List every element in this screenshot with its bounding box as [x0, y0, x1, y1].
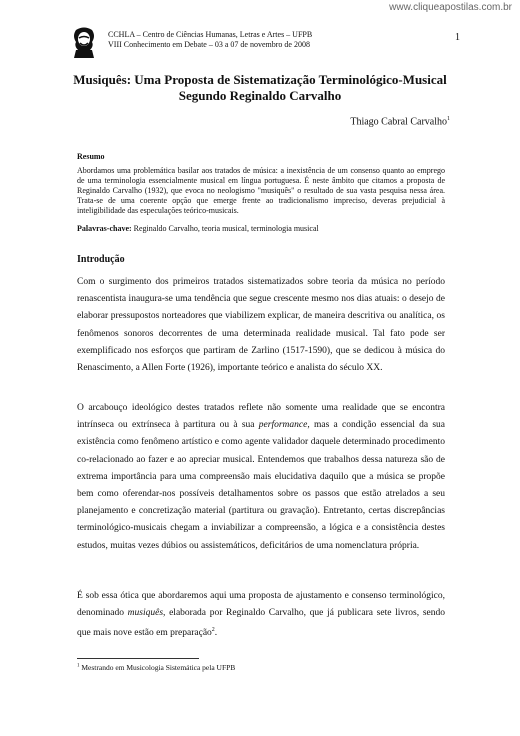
keywords-text: Reginaldo Carvalho, teoria musical, terminologia musical	[131, 224, 319, 233]
watermark: www.cliqueapostilas.com.br	[389, 2, 512, 13]
portrait-logo-icon	[70, 26, 98, 58]
paragraph-2-part-b: , mas a condição essencial da sua existência como fenômeno artístico e como agente validador daquele determinado procedimento co-relacionado ao fazer e ao apreciar musical. Entendemos que trabalhos dessa natureza são de extrema importância para uma compreensão mais elucidativa daquilo que a música se propõe bem como oferendar-nos possíveis detalhamentos sobre os passos que estão atrelados a seu planejamento e concretização material (partitura ou gravação). Entretanto, certas discrepâncias terminológico-musicais chegam a inviabilizar a compreensão, a lógica e a consistência destes estudos, muitas vezes dúbios ou assistemáticos, deficitários de uma nomenclatura própria.	[77, 420, 445, 551]
paragraph-3-part-b: , elaborada por Reginaldo Carvalho, que já publicara sete livros, sendo que mais nove estão em preparação	[77, 608, 445, 639]
author-name: Thiago Cabral Carvalho	[350, 116, 447, 128]
keywords-label: Palavras-chave:	[77, 224, 132, 233]
header-text	[108, 30, 312, 50]
paragraph-2-italic: performance	[258, 420, 308, 431]
footnote-mark: 1	[77, 663, 80, 669]
footnote	[77, 663, 235, 672]
keywords	[77, 224, 445, 233]
resumo-text: Abordamos uma problemática basilar aos tratados de música: a inexistência de um consenso quanto ao emprego de uma terminologia essencialmente musical em língua portuguesa. É neste âmbito que citamos a proposta de Reginaldo Carvalho (1932), que evoca no neologismo "musiquês" o resultado de sua vasta pesquisa nessa área. Trata-se de uma coerente opção que emerge frente ao tradicionalismo impreciso, deveras prejudicial à inteligibilidade das especulações teórico-musicais.	[77, 166, 445, 215]
section-heading-introducao: Introdução	[77, 254, 125, 265]
paragraph-2	[77, 400, 445, 555]
header-line-1: CCHLA – Centro de Ciências Humanas, Letras e Artes – UFPB	[108, 30, 313, 39]
author-footnote-mark: 1	[447, 116, 450, 122]
title-line-2: Segundo Reginaldo Carvalho	[178, 88, 342, 103]
resumo-heading: Resumo	[77, 152, 105, 161]
paragraph-3-part-a: É sob essa ótica que abordaremos aqui uma proposta de ajustamento e consenso terminológico, denominado	[77, 591, 445, 619]
paragraph-3-footnote-mark: 2	[211, 627, 215, 634]
paper-title	[40, 72, 480, 104]
paragraph-2-part-a: O arcabouço ideológico destes tratados reflete não somente uma realidade que se encontra intrínseca ou extrínseca à partitura ou à sua	[77, 403, 445, 431]
footnote-divider	[77, 658, 199, 659]
footnote-text: Mestrando em Musicologia Sistemática pela UFPB	[79, 663, 236, 672]
paragraph-3-italic: musiquês	[127, 608, 164, 619]
paragraph-3-end: .	[214, 628, 218, 639]
paragraph-1: Com o surgimento dos primeiros tratados sistematizados sobre teoria da música no período renascentista inaugura-se uma tendência que segue crescente mesmo nos dias atuais: o desejo de elaborar pressupostos norteadores que viabilizem explicar, de maneira descritiva ou analítica, os fenômenos sonoros decorrentes de uma determinada realidade musical. Tal fato pode ser exemplificado nos esforços que partiram de Zarlino (1517-1590), que se dedicou à música do Renascimento, a Allen Forte (1926), importante teórico e analista do século XX.	[77, 277, 445, 374]
page-number: 1	[455, 32, 460, 43]
paragraph-3	[77, 588, 445, 643]
page-header	[70, 26, 460, 66]
title-line-1: Musiquês: Uma Proposta de Sistematização Terminológico-Musical	[73, 72, 447, 87]
header-line-2: VIII Conhecimento em Debate – 03 a 07 de novembro de 2008	[108, 40, 310, 49]
author	[350, 116, 450, 127]
